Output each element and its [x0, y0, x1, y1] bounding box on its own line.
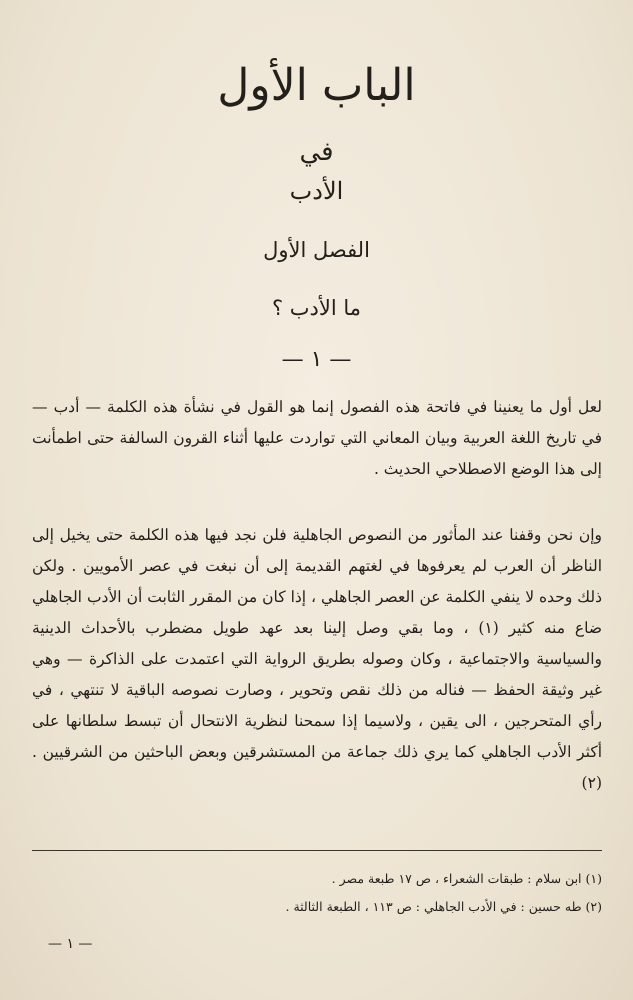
footnote: (١) ابن سلام : طبقات الشعراء ، ص ١٧ طبعة مصر . — [331, 871, 602, 886]
chapter-title: الباب الأول — [217, 60, 416, 111]
chapter-subject: الأدب — [289, 177, 344, 205]
footnote-divider — [32, 850, 602, 851]
footnote: (٢) طه حسين : في الأدب الجاهلي : ص ١١٣ ، الطبعة الثالثة . — [285, 899, 602, 914]
page-number: — ١ — — [48, 936, 93, 952]
paragraph-text: لعل أول ما يعنينا في فاتحة هذه الفصول إنما هو القول في نشأة هذه الكلمة — أدب — في تاريخ اللغة العربية وبيان المعاني التي تواردت عليها أثناء القرون السالفة حتى اطمأنت إلى هذا الوضع الاصطلاحي الحديث . — [32, 398, 602, 478]
paragraph-text: وإن نحن وقفنا عند المأثور من النصوص الجاهلية فلن نجد فيها هذه الكلمة حتى يخيل إلى الناظر أن العرب لم يعرفوها في لغتهم القديمة إلى أن نبغت في عصر الأمويين . ولكن ذلك وحده لا ينفي الكلمة عن العصر الجاهلي ، إذا كان من المقرر الثابت أن الأدب الجاهلي ضاع منه كثير (١) ، وما بقي وصل إلينا بعد عهد طويل مضطرب بالأحداث الدينية والسياسية والاجتماعية ، وكان وصوله بطريق الرواية التي اعتمدت على الذاكرة — وهي غير وثيقة الحفظ — فناله من ذلك نقص وتحوير ، وصارت نصوصه الباقية لا تنتهي ، في رأي المتحرجين ، الى يقين ، ولاسيما إذا سمحنا لنظرية الانتحال أن تبسط سلطانها على أكثر الأدب الجاهلي كما يري ذلك جماعة من المستشرقين وبعض الباحثين من الشرقيين . (٢) — [32, 526, 602, 792]
section-question: ما الأدب ؟ — [271, 296, 362, 320]
body-paragraph — [32, 520, 602, 799]
section-title: الفصل الأول — [263, 238, 370, 262]
section-numeral: — ١ — — [281, 347, 352, 372]
body-paragraph — [32, 392, 602, 485]
chapter-preposition: في — [299, 137, 334, 167]
